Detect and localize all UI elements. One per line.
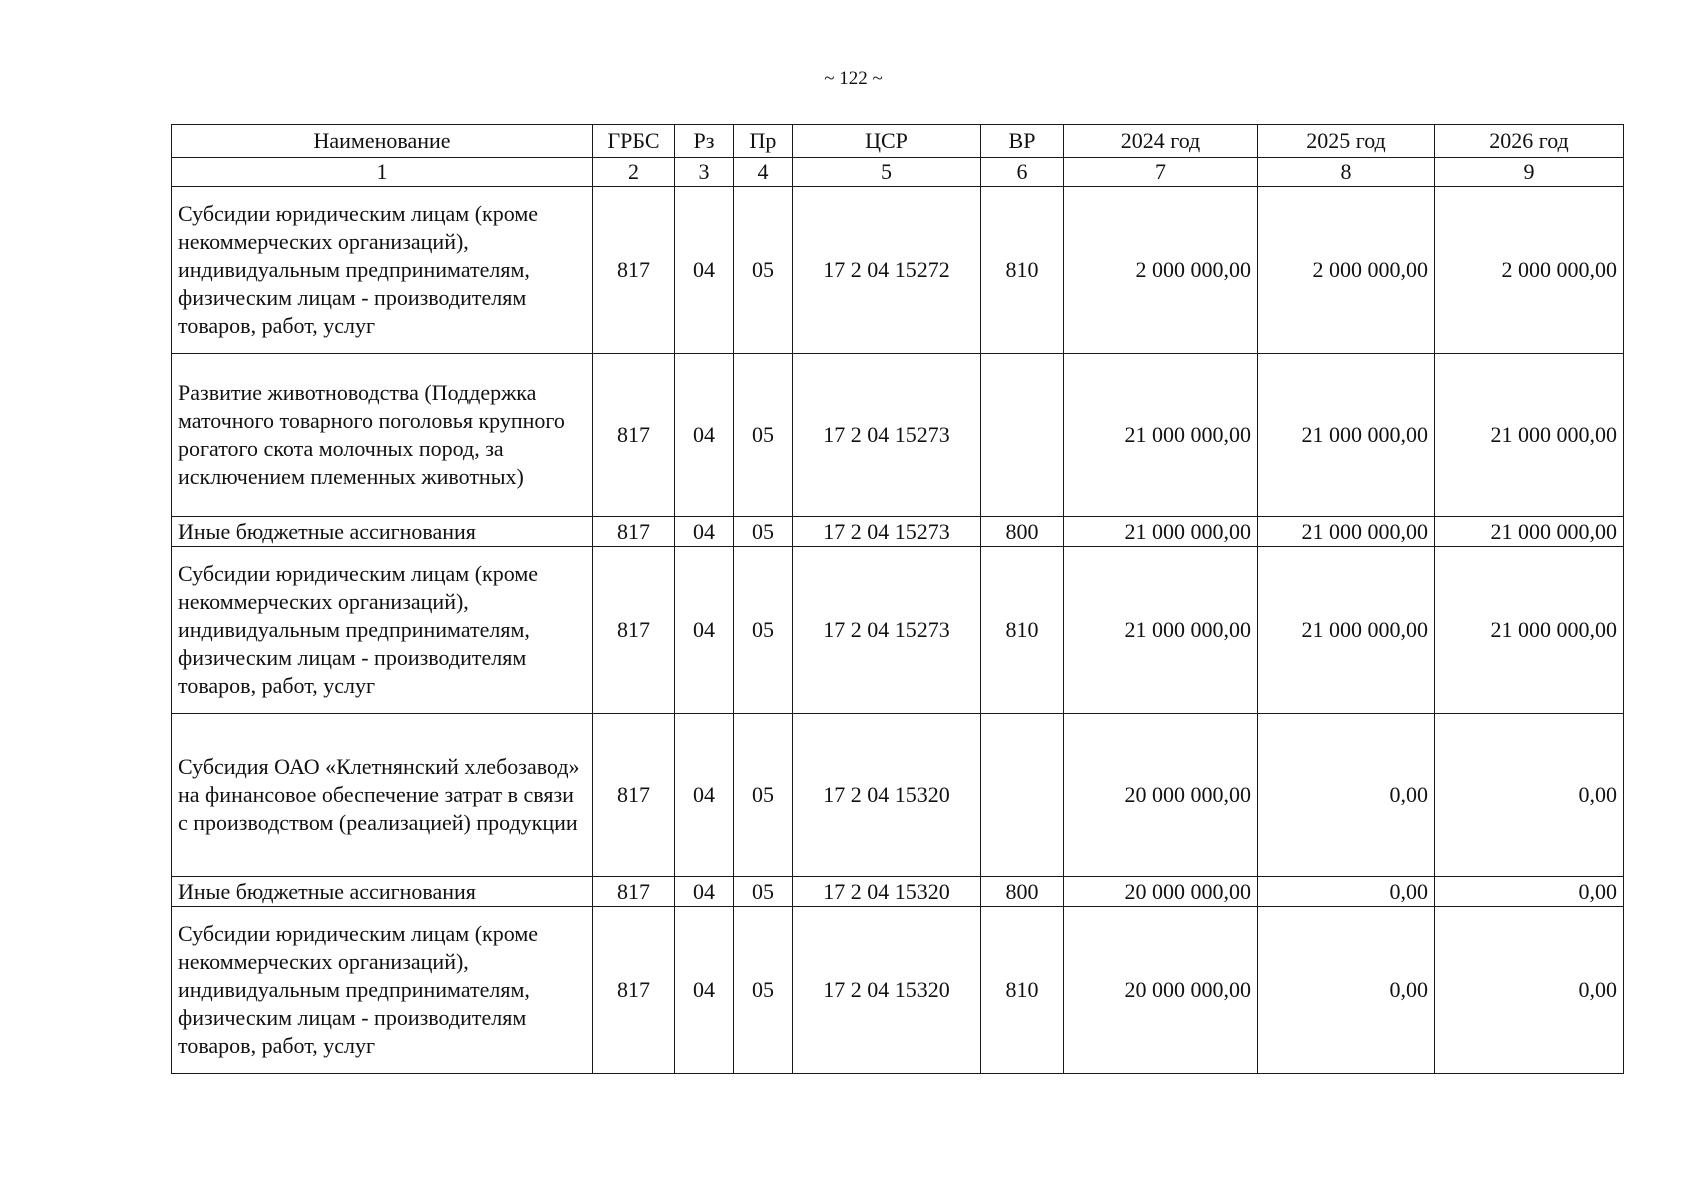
table-row — [172, 714, 1624, 877]
row-2026: 2 000 000,00 — [1435, 187, 1624, 354]
header-number: 5 — [793, 158, 981, 187]
header-2026: 2026 год — [1435, 125, 1624, 158]
row-pr: 05 — [734, 907, 793, 1074]
budget-table — [171, 124, 1624, 1074]
row-name: Развитие животноводства (Поддержка маточного товарного поголовья крупного рогатого скота молочных пород, за исключением племенных животных) — [172, 354, 593, 517]
row-csr: 17 2 04 15273 — [793, 517, 981, 547]
table-row — [172, 877, 1624, 907]
header-2025: 2025 год — [1258, 125, 1435, 158]
row-pr: 05 — [734, 187, 793, 354]
row-2025: 0,00 — [1258, 907, 1435, 1074]
header-number: 7 — [1064, 158, 1258, 187]
table-row — [172, 907, 1624, 1074]
row-2026: 0,00 — [1435, 714, 1624, 877]
row-name: Субсидии юридическим лицам (кроме некоммерческих организаций), индивидуальным предпринимателям, физическим лицам - производителям товаров, работ, услуг — [172, 547, 593, 714]
row-name: Иные бюджетные ассигнования — [172, 517, 593, 547]
header-number: 2 — [593, 158, 675, 187]
row-name: Иные бюджетные ассигнования — [172, 877, 593, 907]
row-vr: 810 — [981, 187, 1064, 354]
row-csr: 17 2 04 15273 — [793, 354, 981, 517]
row-2026: 21 000 000,00 — [1435, 517, 1624, 547]
row-2024: 20 000 000,00 — [1064, 714, 1258, 877]
row-rz: 04 — [675, 714, 734, 877]
row-rz: 04 — [675, 354, 734, 517]
table-row — [172, 354, 1624, 517]
row-grbs: 817 — [593, 517, 675, 547]
header-grbs: ГРБС — [593, 125, 675, 158]
row-2026: 21 000 000,00 — [1435, 547, 1624, 714]
row-vr: 810 — [981, 547, 1064, 714]
row-grbs: 817 — [593, 547, 675, 714]
row-name: Субсидии юридическим лицам (кроме некоммерческих организаций), индивидуальным предпринимателям, физическим лицам - производителям товаров, работ, услуг — [172, 187, 593, 354]
row-rz: 04 — [675, 547, 734, 714]
table-row — [172, 187, 1624, 354]
row-csr: 17 2 04 15272 — [793, 187, 981, 354]
header-number: 3 — [675, 158, 734, 187]
row-rz: 04 — [675, 907, 734, 1074]
row-grbs: 817 — [593, 354, 675, 517]
table-row — [172, 517, 1624, 547]
header-number: 4 — [734, 158, 793, 187]
row-2025: 0,00 — [1258, 877, 1435, 907]
row-2024: 21 000 000,00 — [1064, 517, 1258, 547]
row-vr: 800 — [981, 517, 1064, 547]
header-pr: Пр — [734, 125, 793, 158]
header-number: 1 — [172, 158, 593, 187]
row-2025: 21 000 000,00 — [1258, 547, 1435, 714]
row-csr: 17 2 04 15320 — [793, 907, 981, 1074]
row-grbs: 817 — [593, 907, 675, 1074]
row-2025: 0,00 — [1258, 714, 1435, 877]
row-2024: 21 000 000,00 — [1064, 354, 1258, 517]
row-vr — [981, 714, 1064, 877]
table-row — [172, 547, 1624, 714]
row-2024: 20 000 000,00 — [1064, 907, 1258, 1074]
row-pr: 05 — [734, 517, 793, 547]
row-rz: 04 — [675, 517, 734, 547]
row-rz: 04 — [675, 187, 734, 354]
row-csr: 17 2 04 15320 — [793, 877, 981, 907]
header-csr: ЦСР — [793, 125, 981, 158]
header-rz: Рз — [675, 125, 734, 158]
row-csr: 17 2 04 15273 — [793, 547, 981, 714]
row-vr: 810 — [981, 907, 1064, 1074]
header-number: 8 — [1258, 158, 1435, 187]
row-rz: 04 — [675, 877, 734, 907]
header-name: Наименование — [172, 125, 593, 158]
header-vr: ВР — [981, 125, 1064, 158]
row-pr: 05 — [734, 547, 793, 714]
row-vr — [981, 354, 1064, 517]
header-2024: 2024 год — [1064, 125, 1258, 158]
page-number: ~ 122 ~ — [824, 68, 883, 89]
header-number: 6 — [981, 158, 1064, 187]
header-number: 9 — [1435, 158, 1624, 187]
row-grbs: 817 — [593, 187, 675, 354]
row-pr: 05 — [734, 877, 793, 907]
row-csr: 17 2 04 15320 — [793, 714, 981, 877]
row-2025: 2 000 000,00 — [1258, 187, 1435, 354]
row-pr: 05 — [734, 354, 793, 517]
row-2024: 21 000 000,00 — [1064, 547, 1258, 714]
row-2024: 2 000 000,00 — [1064, 187, 1258, 354]
row-2026: 21 000 000,00 — [1435, 354, 1624, 517]
row-pr: 05 — [734, 714, 793, 877]
header-number-row — [172, 158, 1624, 187]
row-grbs: 817 — [593, 877, 675, 907]
row-2026: 0,00 — [1435, 907, 1624, 1074]
row-name: Субсидия ОАО «Клетнянский хлебозавод» на финансовое обеспечение затрат в связи с производством (реализацией) продукции — [172, 714, 593, 877]
row-2026: 0,00 — [1435, 877, 1624, 907]
row-name: Субсидии юридическим лицам (кроме некоммерческих организаций), индивидуальным предпринимателям, физическим лицам - производителям товаров, работ, услуг — [172, 907, 593, 1074]
header-row — [172, 125, 1624, 158]
row-2024: 20 000 000,00 — [1064, 877, 1258, 907]
row-2025: 21 000 000,00 — [1258, 517, 1435, 547]
row-vr: 800 — [981, 877, 1064, 907]
row-grbs: 817 — [593, 714, 675, 877]
row-2025: 21 000 000,00 — [1258, 354, 1435, 517]
